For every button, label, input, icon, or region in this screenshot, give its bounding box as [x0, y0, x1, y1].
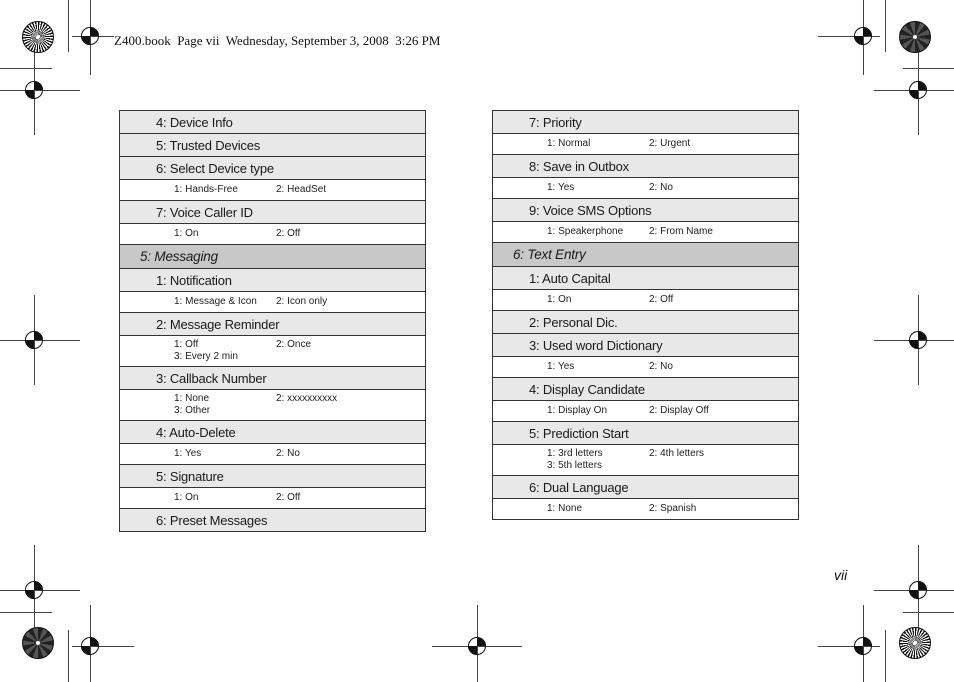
- menu-option: 1: On: [174, 228, 199, 239]
- registration-target-icon: [854, 27, 872, 45]
- menu-item-label: 4: Device Info: [156, 114, 233, 130]
- menu-option: 2: xxxxxxxxxx: [276, 393, 338, 404]
- menu-options-row: [493, 445, 798, 476]
- menu-item-label: 4: Auto-Delete: [156, 424, 236, 440]
- crop-line: [903, 612, 954, 613]
- crop-line: [885, 0, 886, 52]
- menu-item: [120, 465, 425, 488]
- menu-item-label: 1: Auto Capital: [529, 270, 611, 286]
- menu-option: 1: None: [174, 393, 210, 404]
- menu-option: 1: Speakerphone: [547, 226, 624, 237]
- menu-item: [493, 311, 798, 334]
- menu-option: 2: Urgent: [649, 138, 691, 149]
- registration-target-icon: [25, 581, 43, 599]
- menu-option: 1: Yes: [547, 361, 575, 372]
- menu-option: 1: On: [547, 294, 572, 305]
- menu-option: 2: Display Off: [649, 405, 709, 416]
- menu-item-label: 6: Select Device type: [156, 160, 274, 176]
- menu-item: [120, 157, 425, 180]
- menu-option: 2: No: [276, 448, 300, 459]
- menu-options-row: [493, 357, 798, 378]
- starburst-icon: [899, 627, 931, 659]
- menu-option: 1: Normal: [547, 138, 591, 149]
- menu-options-row: [120, 336, 425, 367]
- menu-item-label: 5: Signature: [156, 468, 224, 484]
- crop-line: [885, 630, 886, 682]
- menu-item: [493, 267, 798, 290]
- menu-options-row: [120, 390, 425, 421]
- menu-item: [493, 476, 798, 499]
- menu-options-row: [120, 444, 425, 465]
- menu-item: [493, 422, 798, 445]
- menu-item: [120, 201, 425, 224]
- crop-line: [903, 68, 954, 69]
- menu-option: 3: Other: [174, 405, 211, 416]
- menu-item-label: 6: Text Entry: [513, 247, 586, 262]
- menu-item: [120, 509, 425, 532]
- menu-option: 1: Message & Icon: [174, 296, 257, 307]
- menu-option: 1: Display On: [547, 405, 608, 416]
- starburst-icon: [22, 21, 54, 53]
- menu-options-row: [493, 290, 798, 311]
- menu-item-label: 3: Callback Number: [156, 370, 267, 386]
- menu-options-row: [120, 180, 425, 201]
- menu-option: 3: 5th letters: [547, 460, 603, 471]
- menu-option: 2: Off: [276, 492, 301, 503]
- registration-target-icon: [909, 581, 927, 599]
- crop-line: [68, 630, 69, 682]
- menu-option: 1: Hands-Free: [174, 184, 238, 195]
- menu-item-label: 1: Notification: [156, 272, 232, 288]
- page-number: vii: [834, 567, 848, 583]
- menu-option: 2: Off: [276, 228, 301, 239]
- crop-line: [0, 612, 52, 613]
- menu-item-label: 7: Priority: [529, 114, 582, 130]
- menu-option: 1: None: [547, 503, 583, 514]
- registration-target-icon: [81, 637, 99, 655]
- starburst-icon: [899, 21, 931, 53]
- menu-option: 2: Off: [649, 294, 674, 305]
- menu-item-label: 4: Display Candidate: [529, 381, 645, 397]
- registration-target-icon: [468, 637, 486, 655]
- menu-option: 1: Yes: [174, 448, 202, 459]
- menu-item: [493, 334, 798, 357]
- menu-table-left: [119, 110, 426, 532]
- menu-options-row: [120, 224, 425, 245]
- menu-item-label: 5: Prediction Start: [529, 425, 629, 441]
- menu-item: [493, 199, 798, 222]
- menu-option: 2: Spanish: [649, 503, 697, 514]
- menu-option: 2: No: [649, 361, 673, 372]
- menu-item: [120, 111, 425, 134]
- registration-target-icon: [25, 81, 43, 99]
- menu-option: 2: Icon only: [276, 296, 328, 307]
- menu-option: 2: Once: [276, 339, 312, 350]
- menu-option: 2: HeadSet: [276, 184, 327, 195]
- menu-table-right: [492, 110, 799, 520]
- menu-section-heading: [493, 243, 798, 267]
- menu-option: 1: Off: [174, 339, 199, 350]
- registration-target-icon: [25, 331, 43, 349]
- menu-item-label: 9: Voice SMS Options: [529, 202, 652, 218]
- menu-item: [120, 367, 425, 390]
- registration-target-icon: [854, 637, 872, 655]
- menu-options-row: [493, 178, 798, 199]
- menu-option: 1: On: [174, 492, 199, 503]
- menu-item: [493, 111, 798, 134]
- menu-item: [493, 378, 798, 401]
- menu-option: 3: Every 2 min: [174, 351, 238, 362]
- starburst-icon: [22, 627, 54, 659]
- registration-target-icon: [909, 81, 927, 99]
- crop-line: [68, 0, 69, 52]
- menu-option: 2: From Name: [649, 226, 713, 237]
- menu-item-label: 5: Trusted Devices: [156, 137, 261, 153]
- menu-item-label: 6: Preset Messages: [156, 512, 268, 528]
- menu-item-label: 6: Dual Language: [529, 479, 629, 495]
- menu-options-row: [493, 499, 798, 520]
- menu-section-heading: [120, 245, 425, 269]
- menu-item-label: 2: Message Reminder: [156, 316, 280, 332]
- menu-item: [493, 155, 798, 178]
- registration-target-icon: [909, 331, 927, 349]
- menu-option: 1: Yes: [547, 182, 575, 193]
- menu-option: 2: 4th letters: [649, 448, 705, 459]
- menu-options-row: [120, 292, 425, 313]
- menu-item: [120, 269, 425, 292]
- menu-item-label: 3: Used word Dictionary: [529, 337, 663, 353]
- menu-item-label: 8: Save in Outbox: [529, 158, 629, 174]
- registration-target-icon: [81, 27, 99, 45]
- menu-item: [120, 313, 425, 336]
- menu-item: [120, 421, 425, 444]
- menu-item-label: 7: Voice Caller ID: [156, 204, 253, 220]
- menu-option: 2: No: [649, 182, 673, 193]
- menu-option: 1: 3rd letters: [547, 448, 603, 459]
- menu-options-row: [493, 222, 798, 243]
- page-header: Z400.book Page vii Wednesday, September 3, 2008 3:26 PM: [114, 33, 441, 48]
- menu-item-label: 5: Messaging: [140, 249, 218, 264]
- menu-options-row: [493, 401, 798, 422]
- menu-item: [120, 134, 425, 157]
- menu-options-row: [493, 134, 798, 155]
- crop-line: [0, 68, 52, 69]
- menu-options-row: [120, 488, 425, 509]
- menu-item-label: 2: Personal Dic.: [529, 314, 618, 330]
